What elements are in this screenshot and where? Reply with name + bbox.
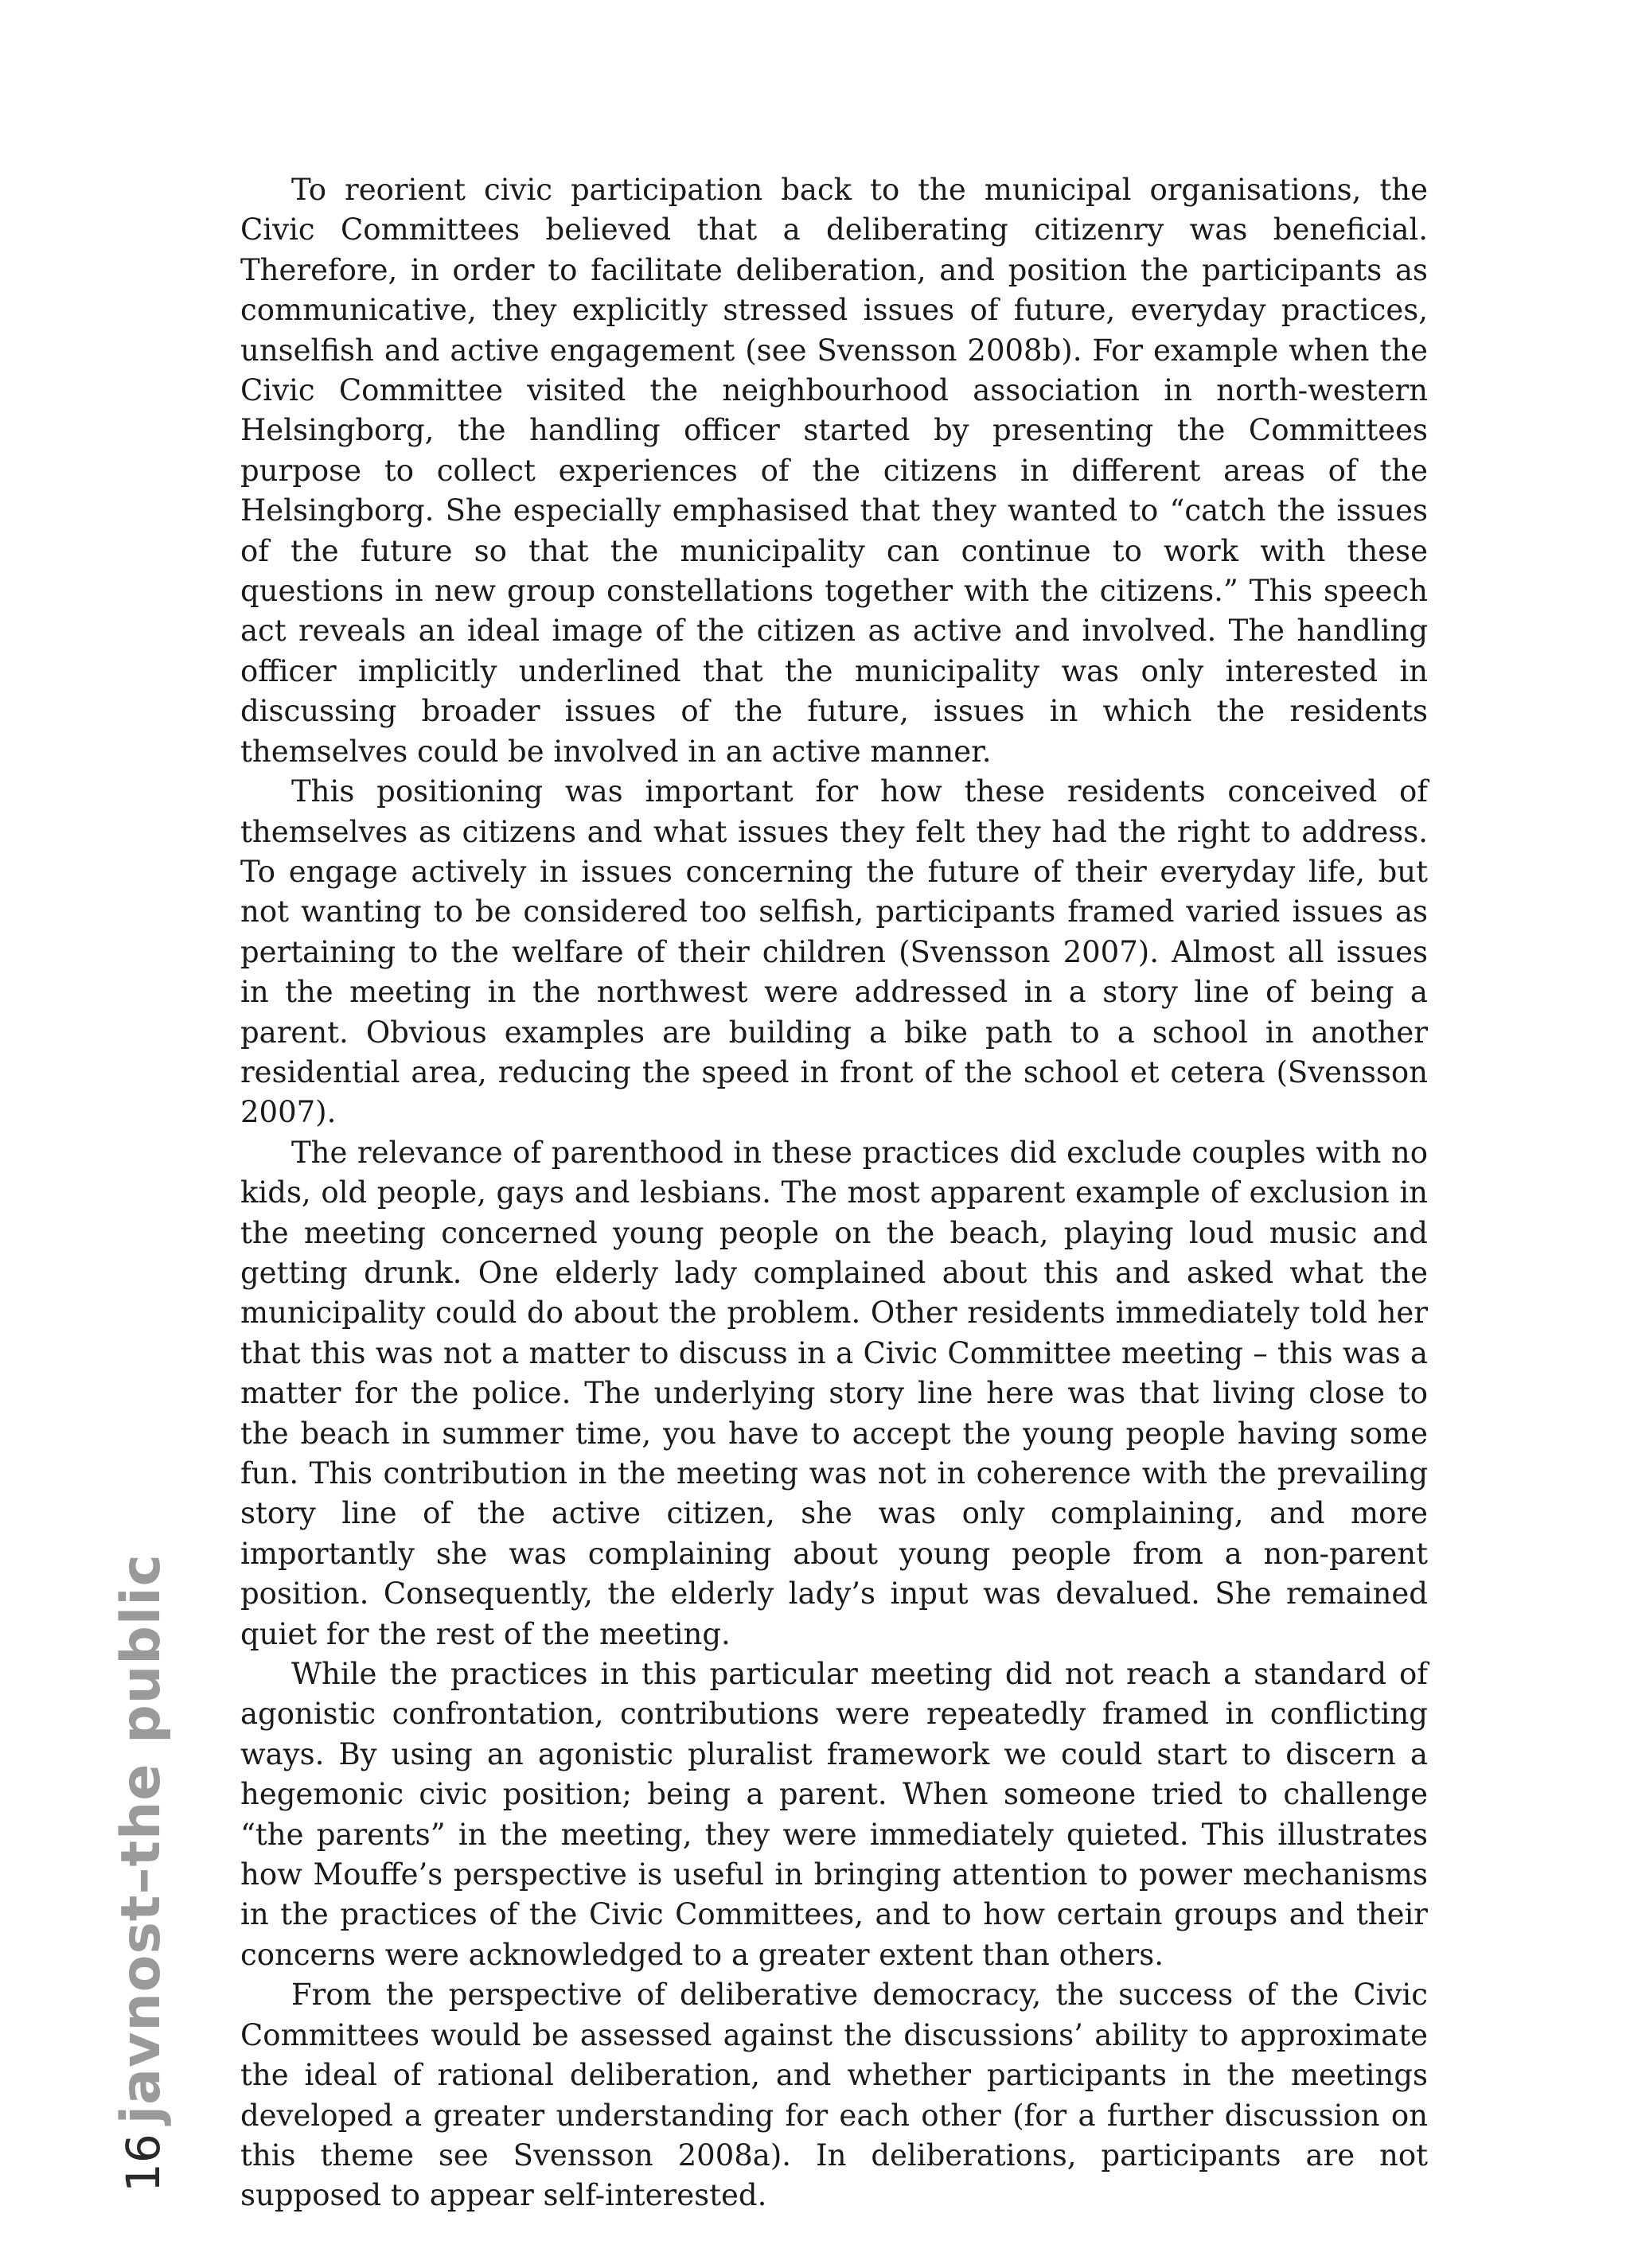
running-footer (110, 1553, 173, 2192)
paragraph-4: While the practices in this particular meeting did not reach a standard of agonistic confrontation, contributions were repeatedly framed in conflicting ways. By using an agonistic pluralist framework we could start to discern a hegemonic civic position; being a parent. When someone tried to challenge “the parents” in the meeting, they were immediately quieted. This illustrates how Mouffe’s perspective is useful in bringing attention to power mechanisms in the practices of the Civic Committees, and to how certain groups and their concerns were acknowledged to a greater extent than others. (240, 1657, 1428, 1972)
paragraph-2: This positioning was important for how these residents conceived of themselves as citizens and what issues they felt they had the right to address. To engage actively in issues concerning the future of their everyday life, but not wanting to be considered too selfish, participants framed varied issues as pertaining to the welfare of their children (Svensson 2007). Almost all issues in the meeting in the northwest were addressed in a story line of being a parent. Obvious examples are building a bike path to a school in another residential area, reducing the speed in front of the school et cetera (Svensson 2007). (240, 774, 1428, 1130)
journal-name: javnost–the public (110, 1553, 173, 2125)
page-number: 16 (116, 2134, 170, 2192)
paragraph-3: The relevance of parenthood in these practices did exclude couples with no kids, old people, gays and lesbians. The most apparent example of exclusion in the meeting concerned young people on the beach, playing loud music and getting drunk. One elderly lady complained about this and asked what the municipality could do about the problem. Other residents immediately told her that this was not a matter to discuss in a Civic Committee meeting – this was a matter for the police. The underlying story line here was that living close to the beach in summer time, you have to accept the young people having some fun. This contribution in the meeting was not in coherence with the prevailing story line of the active citizen, she was only complaining, and more importantly she was complaining about young people from a non-parent position. Consequently, the elderly lady’s input was devalued. She remained quiet for the rest of the meeting. (240, 1135, 1428, 1651)
paragraph-5: From the perspective of deliberative democracy, the success of the Civic Committees would be assessed against the discussions’ ability to approximate the ideal of rational deliberation, and whether participants in the meetings developed a greater understanding for each other (for a further discussion on this theme see Svensson 2008a). In deliberations, participants are not supposed to appear self-interested. (240, 1978, 1428, 2213)
paragraph-1: To reorient civic participation back to the municipal organisations, the Civic Committees believed that a deliberating citizenry was beneficial. Therefore, in order to facilitate deliberation, and position the participants as communicative, they explicitly stressed issues of future, everyday practices, unselfish and active engagement (see Svensson 2008b). For example when the Civic Committee visited the neighbourhood association in north-western Helsingborg, the handling officer started by presenting the Committees purpose to collect experiences of the citizens in different areas of the Helsingborg. She especially emphasised that they wanted to “catch the issues of the future so that the municipality can continue to work with these questions in new group constellations together with the citizens.” This speech act reveals an ideal image of the citizen as active and involved. The handling officer implicitly underlined that the municipality was only interested in discussing broader issues of the future, issues in which the residents themselves could be involved in an active manner. (240, 173, 1428, 769)
body-text (240, 170, 1428, 2216)
